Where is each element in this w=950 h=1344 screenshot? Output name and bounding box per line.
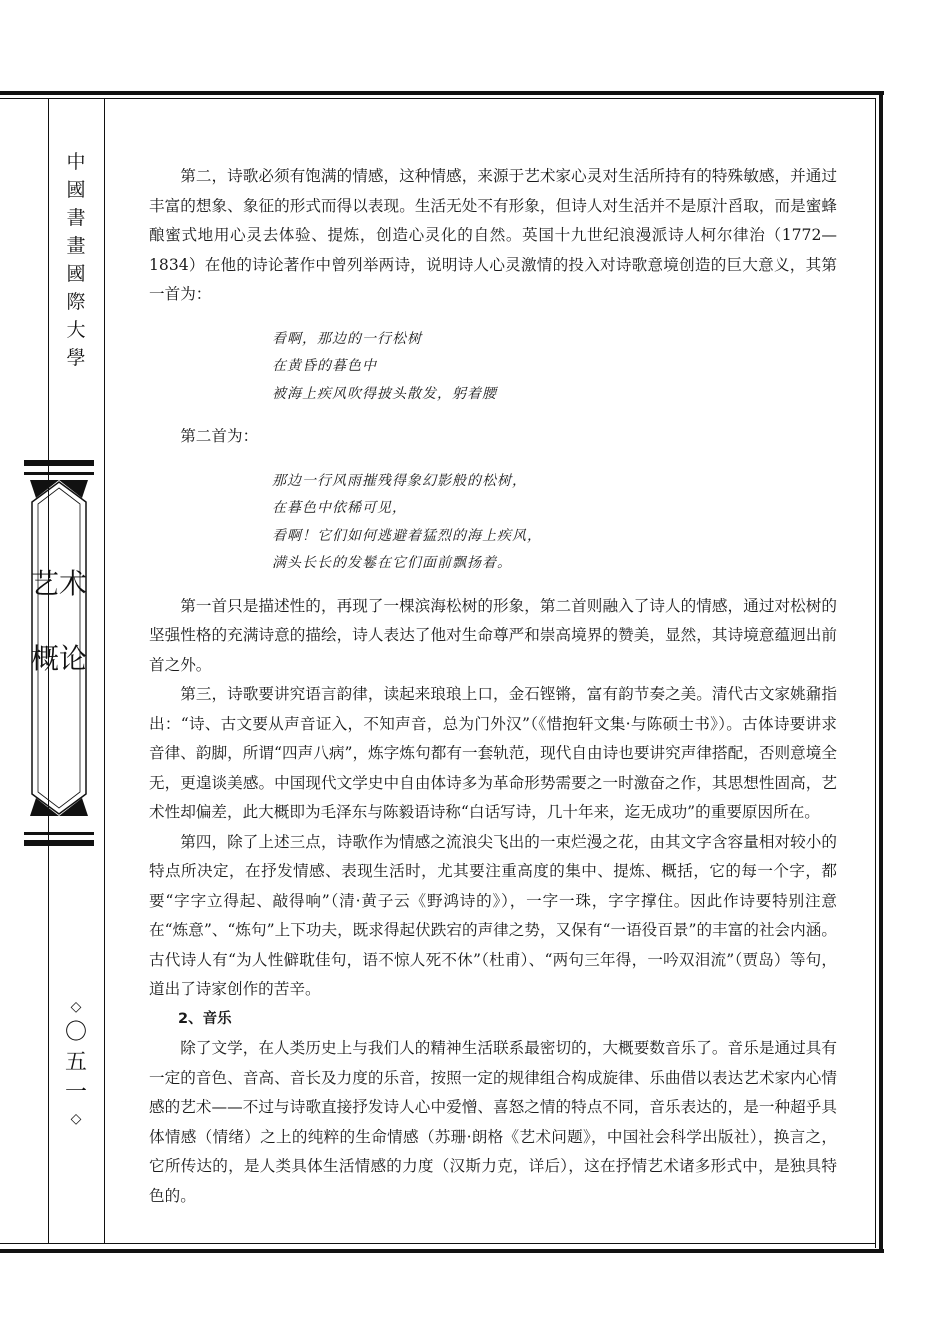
paragraph: 第二，诗歌必须有饱满的情感，这种情感，来源于艺术家心灵对生活所持有的特殊敏感，并通过丰富的想象、象征的形式而得以表现。生活无处不有形象，但诗人对生活并不是原汁舀取，而是蜜蜂酿蜜式地用心灵去体验、提炼，创造心灵化的自然。英国十九世纪浪漫派诗人柯尔律治（1772—1834）在他的诗论著作中曾列举两诗，说明诗人心灵激情的投入对诗歌意境创造的巨大意义，其第一首为： — [149, 167, 837, 303]
diamond-icon: ◇ — [70, 1111, 82, 1127]
paragraph: 第一首只是描述性的，再现了一棵滨海松树的形象，第二首则融入了诗人的情感，通过对松树的坚强性格的充满诗意的描绘，诗人表达了他对生命尊严和崇高境界的赞美，显然，其诗境意蕴迥出前首之外。 — [149, 596, 837, 674]
poem-line: 看啊！它们如何逃避着猛烈的海上疾风， — [272, 527, 542, 544]
paragraph: 第三，诗歌要讲究语言韵律，读起来琅琅上口，金石铿锵，富有韵节奏之美。清代古文家姚鼐指出：“诗、古文要从声音证入，不知声音，总为门外汉”（《惜抱轩文集·与陈硕士书》）。古体诗要讲求音律、韵脚，所谓“四声八病”，炼字炼句都有一套轨范，现代自由诗也要讲究声律搭配，否则意境全无，更遑谈美感。中国现代文学史中自由体诗多为革命形势需要之一时激奋之作，其思想性固高，艺术性却偏差，此大概即为毛泽东与陈毅语诗称“白话写诗，几十年来，迄无成功”的重要原因所在。 — [149, 685, 837, 821]
poem-line: 被海上疾风吹得披头散发，躬着腰 — [272, 385, 497, 402]
frame-right-inner-border — [875, 98, 876, 1248]
poem-intro: 第二首为： — [180, 427, 259, 445]
book-title-plaque — [14, 446, 130, 882]
poem-line: 满头长长的发鬈在它们面前飘扬着。 — [272, 555, 512, 571]
plaque-top-bar — [24, 460, 94, 466]
frame-top-border — [0, 91, 884, 95]
paragraph: 除了文学，在人类历史上与我们人的精神生活联系最密切的，大概要数音乐了。音乐是通过具有一定的音色、音高、音长及力度的乐音，按照一定的规律组合构成旋律、乐曲借以表达艺术家内心情感的艺术——不过与诗歌直接抒发诗人心中爱憎、喜怒之情的特点不同，音乐表达的，是一种超乎具体情感（情绪）之上的纯粹的生命情感（苏珊·朗格《艺术问题》，中国社会科学出版社），换言之，它所传达的，是人类具体生活情感的力度（汉斯力克，详后），这在抒情艺术诸多形式中，是独具特色的。 — [149, 1039, 837, 1205]
body-text — [149, 162, 837, 1211]
poem-second — [149, 468, 837, 578]
frame-bottom-border — [0, 1249, 884, 1253]
page-number-block — [58, 996, 94, 1130]
plaque-bottom-bar — [24, 840, 94, 846]
diamond-icon: ◇ — [70, 999, 82, 1015]
book-title: 艺术概论 — [30, 567, 87, 675]
university-name: 中國書畫國際大學 — [66, 151, 86, 369]
frame-top-inner-border — [0, 98, 876, 99]
frame-bottom-inner-border — [0, 1243, 876, 1244]
paragraph: 第四，除了上述三点，诗歌作为情感之流浪尖飞出的一束烂漫之花，由其文字含容量相对较小的特点所决定，在抒发情感、表现生活时，尤其要注重高度的集中、提炼、概括，它的每一个字，都要“字字立得起、敲得响”（清·黄子云《野鸿诗的》），一字一珠，字字撑住。因此作诗要特别注意在“炼意”、“炼句”上下功夫，既求得起伏跌宕的声律之势，又保有“一语役百景”的丰富的社会内涵。古代诗人有“为人性僻耽佳句，语不惊人死不休”（杜甫）、“两句三年得，一吟双泪流”（贾岛）等句，道出了诗家创作的苦辛。 — [149, 832, 837, 998]
plaque-top-bar-thin — [24, 472, 94, 475]
poem-line: 在黄昏的暮色中 — [272, 358, 377, 374]
plaque-bottom-bar-thin — [24, 832, 94, 835]
section-heading: 2、音乐 — [178, 1010, 232, 1027]
poem-line: 那边一行风雨摧残得象幻影般的松树， — [272, 472, 527, 489]
frame-right-border — [879, 91, 883, 1252]
poem-line: 看啊，那边的一行松树 — [272, 330, 422, 347]
poem-line: 在暮色中依稀可见， — [272, 500, 407, 516]
page-number: 〇五一 — [65, 1020, 88, 1105]
poem-first — [149, 326, 837, 409]
